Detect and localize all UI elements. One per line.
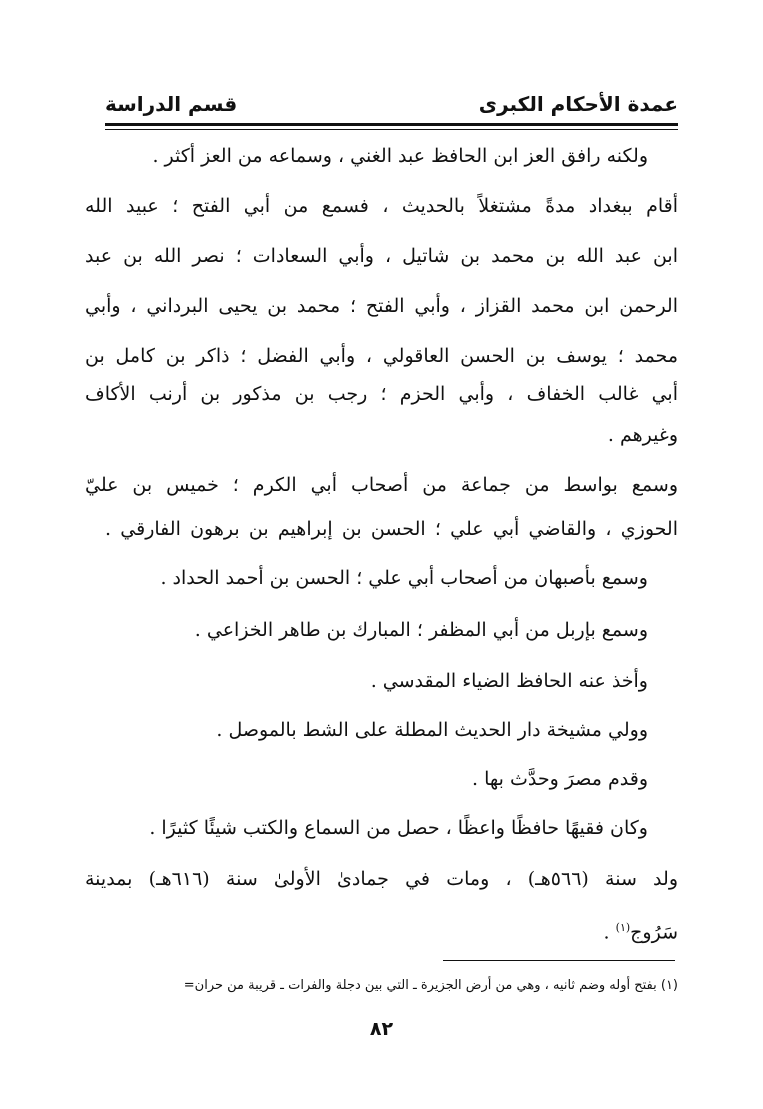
body-line: وسمع بإربل من أبي المظفر ؛ المبارك بن طاهر الخزاعي . [194,619,648,641]
book-title: عمدة الأحكام الكبرى [478,92,678,116]
sentence-end: . [603,921,616,944]
body-line: ولد سنة (٥٦٦هـ) ، ومات في جمادىٰ الأولىٰ سنة (٦١٦هـ) بمدينة [85,868,678,890]
header-rule-thin [105,129,678,130]
body-line: وأخذ عنه الحافظ الضياء المقدسي . [370,670,648,692]
body-line: وقدم مصرَ وحدَّث بها . [472,768,648,790]
body-line: وولي مشيخة دار الحديث المطلة على الشط بالموصل . [216,719,648,741]
footnote: (١) بفتح أوله وضم ثانيه ، وهي من أرض الجزيرة ـ التي بين دجلة والفرات ـ قريبة من حران= [183,978,678,993]
body-line: ولكنه رافق العز ابن الحافظ عبد الغني ، وسماعه من العز أكثر . [152,145,648,167]
body-line: وغيرهم . [607,424,678,446]
body-line: وسمع بواسط من جماعة من أصحاب أبي الكرم ؛ خميس بن عليّ [85,474,678,496]
body-line: ابن عبد الله بن محمد بن شاتيل ، وأبي السعادات ؛ نصر الله بن عبد [85,245,678,267]
section-title: قسم الدراسة [105,92,238,116]
body-line: الرحمن ابن محمد القزاز ، وأبي الفتح ؛ محمد بن يحيى البرداني ، وأبي [85,295,678,317]
place-name: سَرُوج [630,921,678,944]
footnote-rule [443,960,675,961]
running-header [105,92,678,120]
body-line-last [604,915,678,945]
body-line: أقام ببغداد مدةً مشتغلاً بالحديث ، فسمع من أبي الفتح ؛ عبيد الله [85,195,678,217]
footnote-marker[interactable]: (١) [615,921,631,934]
body-line: الحوزي ، والقاضي أبي علي ؛ الحسن بن إبراهيم بن برهون الفارقي . [105,518,678,540]
body-line: أبي غالب الخفاف ، وأبي الحزم ؛ رجب بن مذكور بن أرنب الأكاف [85,383,678,405]
body-line: محمد ؛ يوسف بن الحسن العاقولي ، وأبي الفضل ؛ ذاكر بن كامل بن [85,345,678,367]
body-line: وسمع بأصبهان من أصحاب أبي علي ؛ الحسن بن أحمد الحداد . [160,567,648,589]
page-number: ٨٢ [369,1018,394,1040]
header-rule-thick [105,123,678,126]
body-line: وكان فقيهًا حافظًا واعظًا ، حصل من السماع والكتب شيئًا كثيرًا . [149,817,648,839]
